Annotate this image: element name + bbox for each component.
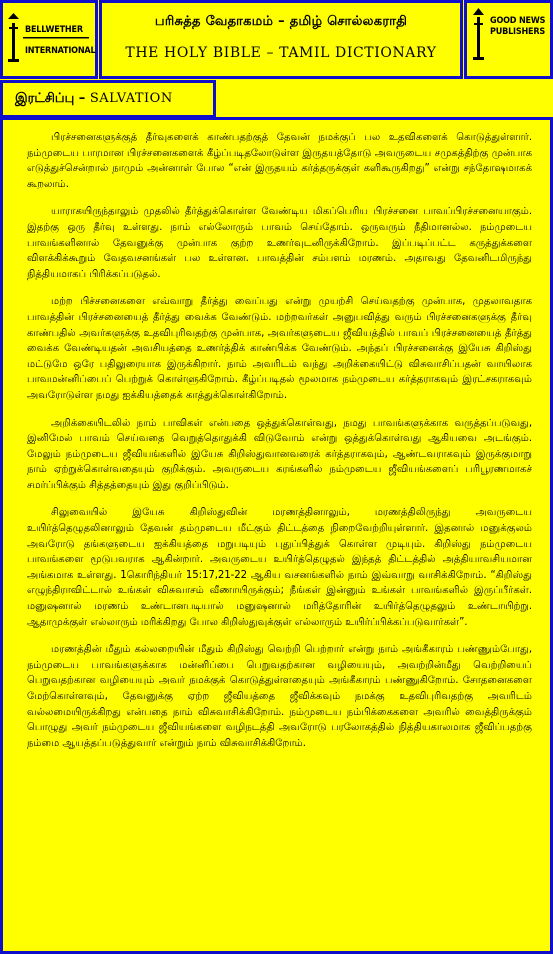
article-paragraphs: [27, 130, 532, 763]
paragraph: சிலுவையில் இயேசு கிறிஸ்துவின் மரணத்தினாலும், மரணத்திலிருந்து அவருடைய உயிர்த்தெழுதலினாலும் தேவன் தம்முடைய மீட்கும் திட்டத்தை நிறைவேற்றியுள்ளார். இதனால் மனுக்குலம் அவரோடு தங்களுடைய ஐக்கியத்தை மறுபடியும் புதுப்பித்துக் கொள்ள முடியும். கிறிஸ்து நம்முடைய பாவங்களை மூடுபவராக ஆகின்றார். அவருடைய உயிர்த்தெழுதல் இந்தத் திட்டத்தில் அத்தியாவசியமான அங்கமாக உள்ளது. 1கொரிந்தியர் 15:17,21-22 ஆகிய வசனங்களில் நாம் இவ்வாறு வாசிக்கிறோம். “கிறிஸ்து எழுந்திராவிட்டால் உங்கள் விசுவாசம் வீணாயிருக்கும்; நீங்கள் இன்னும் உங்கள் பாவங்களில் இருப்பீர்கள். மனுஷனால் மரணம் உண்டானபடியால் மனுஷனால் மரித்தோரின் உயிர்த்தெழுதலும் உண்டாயிற்று. ஆதாமுக்குள் எல்லாரும் மரிக்கிறது போல கிறிஸ்துவுக்குள் எல்லாரும் உயிர்ப்பிக்கப்படுவார்கள்”.: [27, 507, 532, 628]
bellwether-logo-box: [0, 0, 98, 79]
paragraph: அறிக்கையிடலில் நாம் பாவிகள் என்பதை ஒத்துக்கொள்வது, நமது பாவங்களுக்காக வருத்தப்படுவது, இனிமேல் பாவம் செய்வதை வெறுத்தொதுக்கி விடுவோம் என்று ஒத்துக்கொள்வது ஆகியவை அடங்கும். மேலும் நம்முடைய ஜீவியங்களில் இயேசு கிறிஸ்துவானவரைக் கர்த்தராகவும், ஆண்டவராகவும் இருக்குமாறு நாம் ஏற்றுக்கொள்வதையும் குறிக்கும். அவருடைய கரங்களில் நம்முடைய ஜீவியங்களைப் பரிபூரணமாகச் சமர்ப்பிக்கும் சித்தத்தையும் இது குறிப்பிடும்.: [27, 417, 532, 491]
header-title-english: THE HOLY BIBLE – TAMIL DICTIONARY: [125, 45, 437, 61]
article-content: [0, 117, 553, 954]
logo-right-text: GOOD NEWS PUBLISHERS: [490, 16, 546, 37]
paragraph: மரணத்தின் மீதும் கல்லறையின் மீதும் கிறிஸ்து வெற்றி பெற்றார் என்று நாம் அங்கீகாரம் பண்ணும்போது, நம்முடைய பாவங்களுக்காக மன்னிப்பை பெறுவதற்கான வழியையும், அவற்றின்மீது வெற்றியைப் பெறுவதற்கான வழியையும் அவர் நமக்குக் கொடுத்துள்ளதையும் அங்கீகாரம் பண்ணுகிறோம். சோதனைகளை மேற்கொள்ளவும், தேவனுக்கு ஏற்ற ஜீவியத்தை ஜீவிக்கவும் நமக்கு உதவிபுரிவதற்கு அவரிடம் வல்லமையிருக்கிறது என்பதை நாம் விசுவாசிக்கிறோம். நம்முடைய நம்பிக்கைகளை அவரில் வைத்திருக்கும் பொழுது அவர் நம்முடைய ஜீவியங்களை வழிநடத்தி அவரோடு பரலோகத்தில் நித்தியகாலமாக ஜீவிப்பதற்கு நம்மை ஆயத்தப்படுத்துவார் என்றும் நாம் விசுவாசிக்கிறோம்.: [27, 644, 532, 749]
dictionary-header: [99, 0, 463, 79]
section-title-tamil: இரட்சிப்பு: [15, 91, 75, 106]
section-title: [15, 91, 173, 107]
paragraph: பிரச்சனைகளுக்குத் தீர்வுகளைக் காண்பதற்குத் தேவன் நமக்குப் பல உதவிகளைக் கொடுத்துள்ளார். நம்முடைய பாரமான பிரச்சனைகளைக் கீழ்ப்படிதலோடுள்ள இருதயத்தோடு அவருடைய சமுகத்திற்கு முன்பாக எடுத்துச்சென்றால் நாமும் அன்னாள் போல “என் இருதயம் கர்த்தருக்குள் களிகூருகிறது” என்று சந்தோஷமாகக் கூறலாம்.: [27, 132, 532, 190]
paragraph: யாராகயிருந்தாலும் முதலில் தீர்த்துக்கொள்ள வேண்டிய மிகப்பெரிய பிரச்சனை பாவப்பிரச்சனையாகும். இதற்கு ஒரு தீர்வு உள்ளது. நாம் எல்லோரும் பாவம் செய்தோம். ஒருவரும் நீதிமானல்ல. நம்முடைய பாவங்களினால் தேவனுக்கு முன்பாக குற்ற உணர்வுடனிருக்கிறோம். இப்படிப்பட்ட கருத்துக்களை விளக்கிக்கூறும் வேதவசனங்கள் பல உள்ளன. பாவத்தின் சம்பளம் மரணம். அதாவது தேவனிடமிருந்து நித்தியமாகப் பிரிக்கப்படுதல்.: [27, 206, 532, 280]
logo-left-line1: BELLWETHER: [25, 25, 83, 35]
header-title-tamil: பரிசுத்த வேதாகமம் – தமிழ் சொல்லகராதி: [154, 14, 408, 29]
section-title-english: SALVATION: [89, 91, 173, 106]
good-news-logo-box: [464, 0, 553, 79]
paragraph: மற்ற பிச்சனைகளை எவ்வாறு தீர்த்து வைப்பது என்று முயற்சி செய்வதற்கு முன்பாக, முதலாவதாக பாவத்தின் பிரச்சனையைத் தீர்த்து வைக்க வேண்டும். மற்றவர்கள் அனுபவித்து வரும் பிரச்சனைகளுக்கு தீர்வு காண்பதில் அவர்களுக்கு உதவிபுரிவதற்கு முன்பாக, அவர்களுடைய ஜீவியத்தில் பாவப் பிரச்சனையைத் தீர்த்து வைக்க வேண்டியதன் அவசியத்தை உணர்த்திக் காண்பிக்க வேண்டும். அந்தப் பிரச்சனைக்கு இயேசு கிறிஸ்து மட்டுமே ஒரே பதிலுரையாக இருக்கிறார். நாம் அவரிடம் வந்து அறிக்கையிட்டு விசுவாசிப்பதன் வாயிலாக பாவமன்னிப்பைப் பெற்றுக் கொள்ளுகிறோம். கீழ்ப்படிதல் மூலமாக நம்முடைய கர்த்தராகவும் இரட்சகராகவும் அவரோடுள்ள நமது ஐக்கியத்தைக் காத்துக்கொள்கிறோம்.: [27, 296, 532, 401]
good-news-emblem-icon: [467, 3, 550, 76]
section-title-separator: –: [74, 91, 90, 106]
section-tab: [0, 80, 216, 118]
logo-left-line2: INTERNATIONAL: [25, 46, 96, 56]
bellwether-emblem-icon: [3, 3, 95, 76]
